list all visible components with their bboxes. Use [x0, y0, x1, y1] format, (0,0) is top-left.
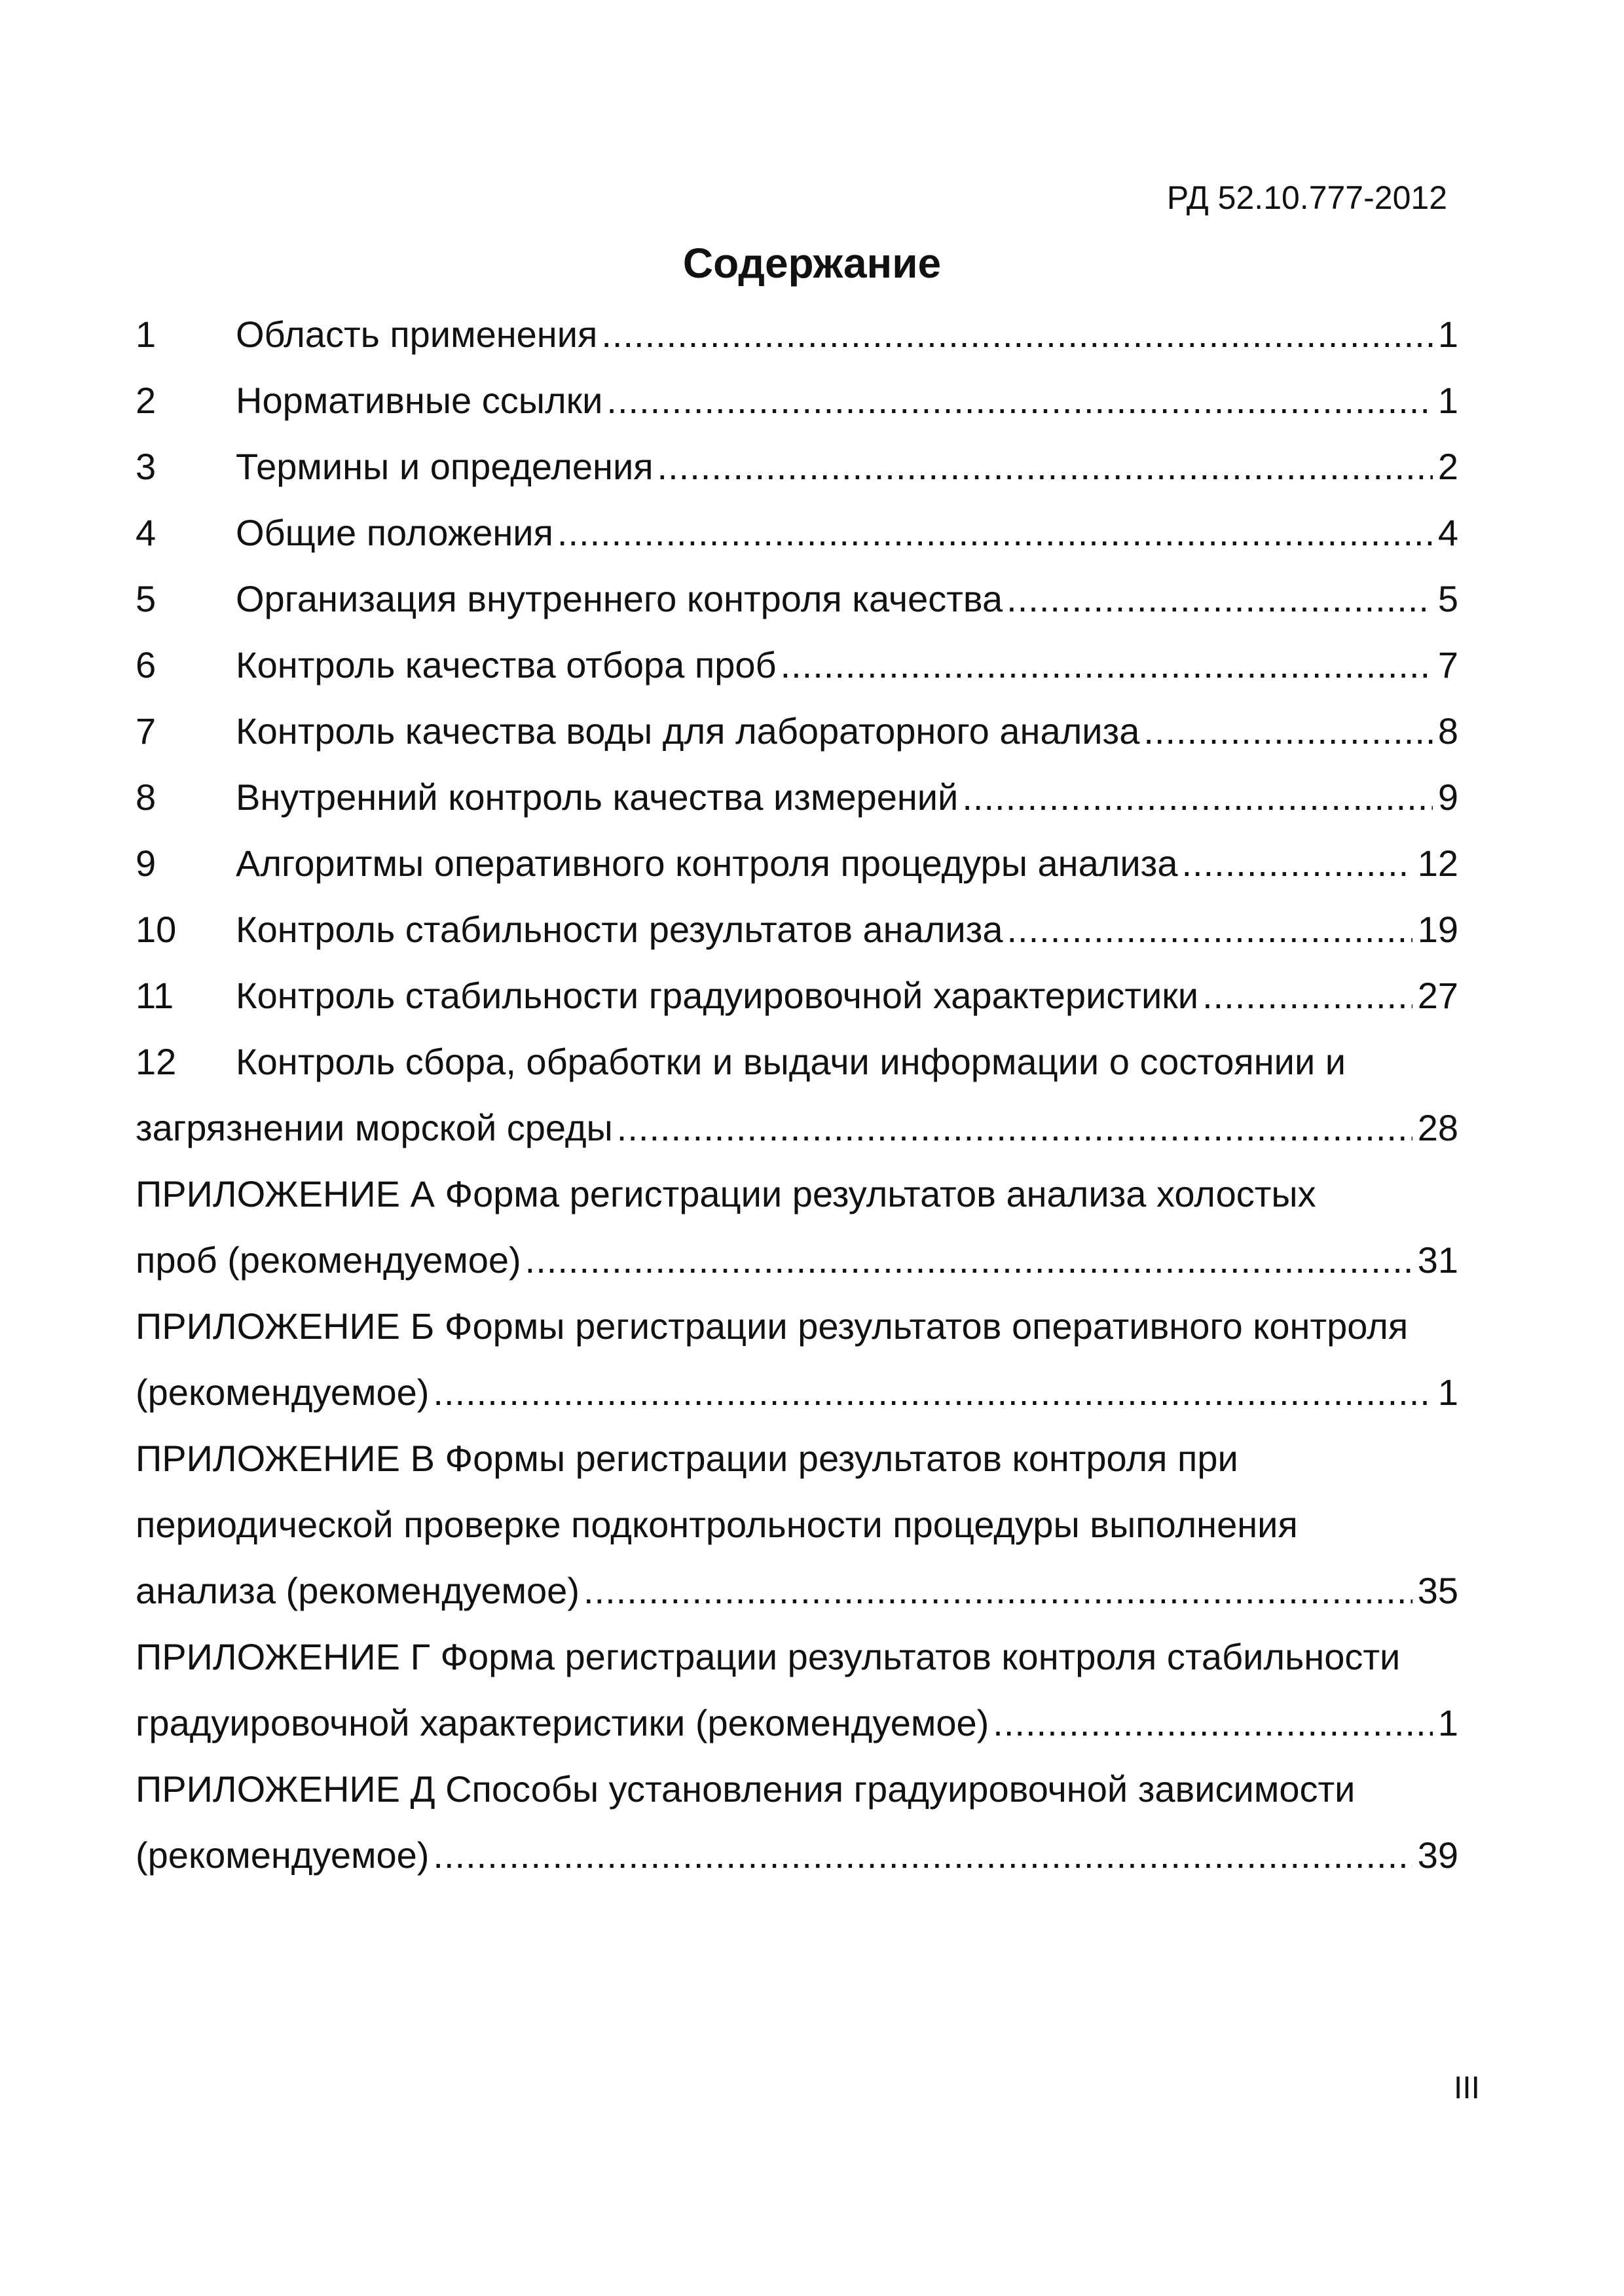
- appendix-a[interactable]: [136, 1161, 1458, 1227]
- appendix-title-continuation: проб (рекомендуемое): [136, 1239, 521, 1281]
- toc-entry-number: 7: [136, 710, 157, 752]
- toc-entry-number: 4: [136, 512, 157, 553]
- appendix-title: ПРИЛОЖЕНИЕ Г Форма регистрации результатов контроля стабильности: [136, 1636, 1401, 1677]
- dot-leader: [781, 632, 1433, 698]
- appendix-title: ПРИЛОЖЕНИЕ А Форма регистрации результатов анализа холостых: [136, 1173, 1316, 1214]
- toc-entry-page: 9: [1437, 776, 1458, 818]
- toc-entry-page: 1: [1437, 380, 1458, 421]
- toc-entry-number: 1: [136, 314, 157, 355]
- toc-entry-page: 28: [1417, 1107, 1458, 1148]
- dot-leader: [657, 433, 1433, 500]
- toc-entry-title: Контроль качества воды для лабораторного анализа: [236, 710, 1140, 752]
- toc-entry-2[interactable]: [136, 367, 1458, 433]
- page-title: Содержание: [682, 240, 942, 287]
- appendix-page: 39: [1417, 1834, 1458, 1876]
- toc-entry-number: 3: [136, 446, 157, 487]
- appendix-page: 1: [1437, 1372, 1458, 1413]
- toc-entry-number: 6: [136, 644, 157, 685]
- toc-entry-3[interactable]: [136, 433, 1458, 500]
- toc-entry-title: Организация внутреннего контроля качества: [236, 578, 1003, 619]
- appendix-v-continuation[interactable]: [136, 1491, 1458, 1558]
- toc-entry-11[interactable]: [136, 962, 1458, 1029]
- toc-entry-6[interactable]: [136, 632, 1458, 698]
- appendix-page: 1: [1437, 1702, 1458, 1743]
- toc-entry-number: 9: [136, 843, 157, 884]
- appendix-title-continuation: периодической проверке подконтрольности процедуры выполнения: [136, 1504, 1298, 1545]
- dot-leader: [1202, 962, 1412, 1029]
- toc-entry-page: 7: [1437, 644, 1458, 685]
- toc-entry-page: 12: [1417, 843, 1458, 884]
- toc-entry-page: 27: [1417, 975, 1458, 1016]
- dot-leader: [1182, 830, 1412, 896]
- toc-entry-page: 1: [1437, 314, 1458, 355]
- page-number: III: [1454, 2071, 1481, 2105]
- toc-entry-number: 5: [136, 578, 157, 619]
- toc-entry-title: Область применения: [236, 314, 598, 355]
- appendix-d-continuation[interactable]: [136, 1822, 1458, 1888]
- document-code: РД 52.10.777-2012: [1166, 179, 1447, 216]
- toc-entry-page: 5: [1437, 578, 1458, 619]
- appendix-v-continuation-2[interactable]: [136, 1558, 1458, 1624]
- toc-entry-title-continuation: загрязнении морской среды: [136, 1107, 613, 1148]
- appendix-title-continuation: анализа (рекомендуемое): [136, 1570, 580, 1611]
- toc-entry-1[interactable]: [136, 301, 1458, 367]
- table-of-contents: [136, 301, 1458, 1888]
- appendix-v[interactable]: [136, 1425, 1458, 1491]
- toc-entry-title: Контроль стабильности градуировочной характеристики: [236, 975, 1199, 1016]
- toc-entry-number: 10: [136, 909, 177, 950]
- appendix-a-continuation[interactable]: [136, 1227, 1458, 1293]
- appendix-title-continuation: (рекомендуемое): [136, 1834, 430, 1876]
- dot-leader: [601, 301, 1433, 367]
- dot-leader: [993, 1690, 1433, 1756]
- toc-entry-title: Нормативные ссылки: [236, 380, 603, 421]
- toc-entry-title: Внутренний контроль качества измерений: [236, 776, 959, 818]
- toc-entry-title: Термины и определения: [236, 446, 654, 487]
- appendix-g-continuation[interactable]: [136, 1690, 1458, 1756]
- toc-entry-page: 19: [1417, 909, 1458, 950]
- toc-entry-12[interactable]: [136, 1029, 1458, 1095]
- toc-entry-number: 12: [136, 1041, 177, 1082]
- dot-leader: [433, 1359, 1432, 1425]
- toc-entry-12-continuation[interactable]: [136, 1095, 1458, 1161]
- toc-entry-10[interactable]: [136, 896, 1458, 962]
- dot-leader: [1006, 566, 1433, 632]
- dot-leader: [617, 1095, 1412, 1161]
- dot-leader: [433, 1822, 1412, 1888]
- appendix-title: ПРИЛОЖЕНИЕ Д Способы установления градуировочной зависимости: [136, 1768, 1356, 1810]
- dot-leader: [1007, 896, 1412, 962]
- dot-leader: [557, 500, 1433, 566]
- dot-leader: [583, 1558, 1412, 1624]
- toc-entry-9[interactable]: [136, 830, 1458, 896]
- toc-entry-number: 8: [136, 776, 157, 818]
- toc-entry-4[interactable]: [136, 500, 1458, 566]
- appendix-page: 31: [1417, 1239, 1458, 1281]
- appendix-d[interactable]: [136, 1756, 1458, 1822]
- toc-entry-number: 11: [136, 975, 174, 1016]
- toc-entry-5[interactable]: [136, 566, 1458, 632]
- appendix-g[interactable]: [136, 1624, 1458, 1690]
- appendix-b-continuation[interactable]: [136, 1359, 1458, 1425]
- toc-entry-title: Контроль сбора, обработки и выдачи информации о состоянии и: [236, 1041, 1346, 1082]
- dot-leader: [525, 1227, 1412, 1293]
- toc-entry-title: Алгоритмы оперативного контроля процедуры анализа: [236, 843, 1178, 884]
- toc-entry-title: Контроль стабильности результатов анализа: [236, 909, 1003, 950]
- toc-entry-page: 4: [1437, 512, 1458, 553]
- appendix-title-continuation: градуировочной характеристики (рекомендуемое): [136, 1702, 989, 1743]
- toc-entry-page: 2: [1437, 446, 1458, 487]
- appendix-title: ПРИЛОЖЕНИЕ В Формы регистрации результатов контроля при: [136, 1438, 1238, 1479]
- toc-entry-8[interactable]: [136, 764, 1458, 830]
- appendix-b[interactable]: [136, 1293, 1458, 1359]
- appendix-page: 35: [1417, 1570, 1458, 1611]
- toc-entry-number: 2: [136, 380, 157, 421]
- dot-leader: [1143, 698, 1432, 764]
- toc-entry-title: Общие положения: [236, 512, 553, 553]
- toc-entry-title: Контроль качества отбора проб: [236, 644, 777, 685]
- dot-leader: [962, 764, 1433, 830]
- appendix-title: ПРИЛОЖЕНИЕ Б Формы регистрации результатов оперативного контроля: [136, 1305, 1409, 1347]
- appendix-title-continuation: (рекомендуемое): [136, 1372, 430, 1413]
- toc-entry-page: 8: [1437, 710, 1458, 752]
- dot-leader: [606, 367, 1432, 433]
- toc-entry-7[interactable]: [136, 698, 1458, 764]
